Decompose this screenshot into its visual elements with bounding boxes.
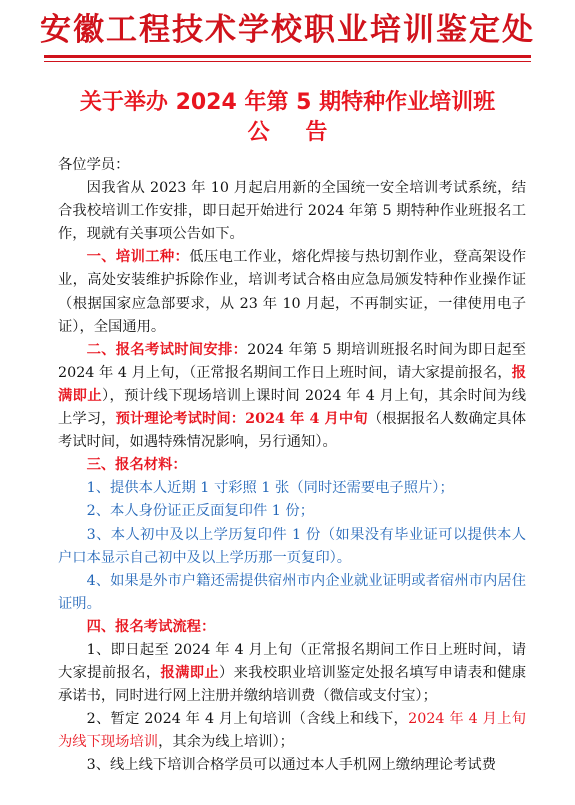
section-1-heading: 一、培训工种：: [86, 249, 190, 266]
process-item-2-highlight: 2024 年 4 月上旬为线下现场培训: [58, 711, 526, 751]
process-item-1-text-a: 1、即日起至 2024 年 4 月上旬（正常报名期间工作日上班时间，请大家提前报名，: [58, 641, 526, 682]
section-2-highlight-a: 报满即止: [58, 364, 526, 404]
section-1-text: 低压电工作业，熔化焊接与热切割作业，登高架设作业，高处安装维护拆除作业，培训考试合格由应急局颁发特种作业操作证（根据国家应急部要求，从 23 年 10 月起，不再制实证，一律使用电子证），全国通用。: [58, 249, 527, 335]
process-item-2-text-b: ，其余为线上培训）；: [158, 734, 294, 751]
section-3-heading-line: [58, 454, 526, 477]
section-1: [58, 246, 526, 338]
header-rule-thin: [44, 61, 531, 62]
notice-title: 关于举办 2024 年第 5 期特种作业培训班: [79, 90, 496, 115]
section-2-text-c: （根据报名人数确定具体考试时间，如遇特殊情况影响，另行通知）。: [58, 411, 527, 451]
process-item-1-highlight: 报满即止: [160, 665, 219, 682]
section-2-text-b: ），预计线下现场培训上课时间 2024 年 4 月上旬，其余时间为线上学习，: [58, 387, 527, 428]
section-2-text-a: 2024 年第 5 期培训班报名时间为即日起至 2024 年 4 月上旬，（正常报名期间工作日上班时间，请大家提前报名，: [58, 341, 526, 381]
section-4-heading-line: [58, 616, 526, 639]
section-2: [58, 339, 526, 454]
section-2-highlight-b: 预计理论考试时间：2024 年 4 月中旬: [115, 411, 368, 428]
org-header: 安徽工程技术学校职业培训鉴定处: [40, 12, 535, 48]
process-item-1: [58, 639, 526, 708]
section-3-heading: 三、报名材料：: [86, 457, 187, 474]
process-item-2: [58, 708, 526, 754]
material-item-1: 1、提供本人近期 1 寸彩照 1 张（同时还需要电子照片）；: [86, 480, 454, 497]
intro-paragraph: 因我省从 2023 年 10 月起启用新的全国统一安全培训考试系统，结合我校培训工作安排，即日起开始进行 2024 年第 5 期特种作业班报名工作，现就有关事项公告如下。: [58, 180, 526, 243]
section-2-heading: 二、报名考试时间安排：: [86, 341, 248, 358]
material-item-3: 3、本人初中及以上学历复印件 1 份（如果没有毕业证可以提供本人户口本显示自己初中及以上学历那一页复印）。: [58, 526, 526, 566]
notice-subtitle: 公 告: [247, 120, 342, 145]
material-item-2: 2、本人身份证正反面复印件 1 份；: [86, 503, 315, 520]
section-4-heading: 四、报名考试流程：: [86, 618, 216, 635]
header-rule-thick: [44, 55, 531, 58]
process-item-3: 3、线上线下培训合格学员可以通过本人手机网上缴纳理论考试费: [86, 757, 496, 774]
material-item-4: 4、如果是外市户籍还需提供宿州市内企业就业证明或者宿州市内居住证明。: [58, 572, 526, 612]
process-item-2-text-a: 2、暂定 2024 年 4 月上旬培训（含线上和线下，: [86, 711, 409, 728]
process-item-1-text-b: ）来我校职业培训鉴定处报名填写申请表和健康承诺书，同时进行网上注册并缴纳培训费（微信或支付宝）；: [58, 665, 527, 705]
notice-body: [58, 154, 526, 778]
greeting: 各位学员：: [58, 157, 130, 173]
